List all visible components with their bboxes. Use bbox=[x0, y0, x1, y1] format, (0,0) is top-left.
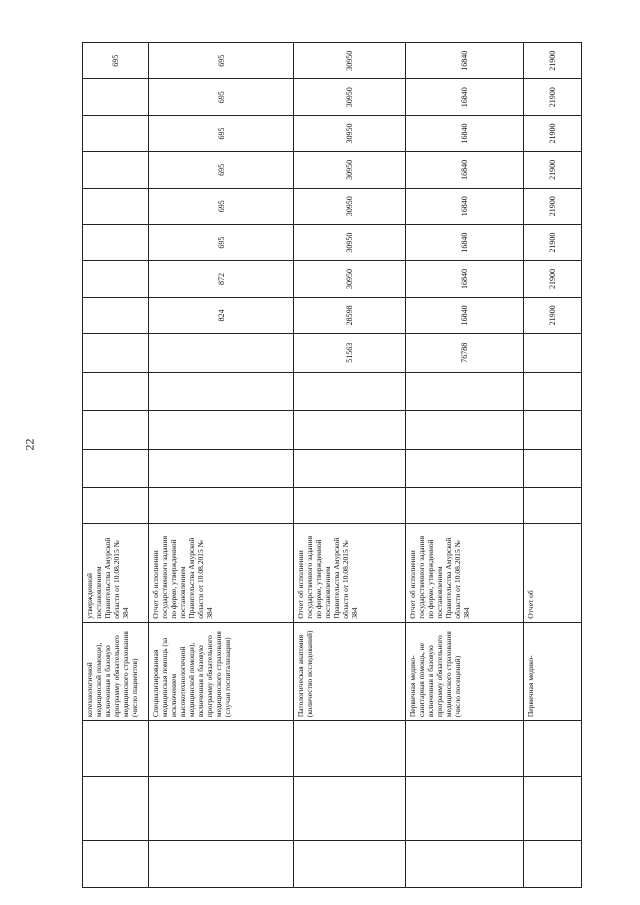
value-cell: 21900 bbox=[523, 152, 581, 188]
value-cell: 16840 bbox=[406, 188, 523, 224]
value-cell: 824 bbox=[149, 297, 294, 333]
value-cell: 695 bbox=[83, 43, 149, 80]
empty-cell bbox=[83, 488, 149, 524]
indicator-name-cell: Патологическая анатомия (количество исследований) bbox=[293, 622, 405, 720]
value-cell bbox=[83, 411, 149, 450]
indicator-name-cell: Первичная медико-санитарная помощь, не включенная в базовую программу обязательного медицинского страхования (число посещений) bbox=[406, 622, 523, 720]
empty-cell bbox=[293, 488, 405, 524]
empty-cell bbox=[149, 488, 294, 524]
value-cell bbox=[83, 372, 149, 411]
value-cell: 30950 bbox=[293, 188, 405, 224]
value-cell: 21900 bbox=[523, 79, 581, 115]
value-cell: 28598 bbox=[293, 297, 405, 333]
table-row bbox=[83, 43, 149, 888]
value-cell bbox=[523, 334, 581, 373]
value-cell: 16840 bbox=[406, 79, 523, 115]
value-cell bbox=[406, 372, 523, 411]
empty-cell bbox=[406, 840, 523, 887]
empty-cell bbox=[406, 776, 523, 840]
value-cell: 16840 bbox=[406, 43, 523, 80]
table-row bbox=[523, 43, 581, 888]
table-container bbox=[82, 42, 582, 888]
empty-cell bbox=[523, 776, 581, 840]
value-cell: 695 bbox=[149, 152, 294, 188]
table-row bbox=[406, 43, 523, 888]
value-cell bbox=[83, 334, 149, 373]
empty-cell bbox=[149, 776, 294, 840]
empty-cell bbox=[293, 840, 405, 887]
value-cell bbox=[83, 152, 149, 188]
empty-cell bbox=[406, 488, 523, 524]
value-cell bbox=[83, 224, 149, 260]
value-cell: 695 bbox=[149, 79, 294, 115]
value-cell: 695 bbox=[149, 188, 294, 224]
indicators-table bbox=[82, 42, 582, 888]
source-cell: Отчет об исполнении государственного задания по форме, утвержденной постановлением Правительства Амурской области от 10.08.2015 № 384 bbox=[293, 524, 405, 622]
empty-cell bbox=[149, 840, 294, 887]
value-cell: 30950 bbox=[293, 43, 405, 80]
value-cell: 21900 bbox=[523, 261, 581, 297]
value-cell bbox=[83, 449, 149, 488]
value-cell: 76788 bbox=[406, 334, 523, 373]
value-cell: 30950 bbox=[293, 152, 405, 188]
indicator-name-cell: котехнологичной медицинской помощи), включенная в базовую программу обязательного медицинского страхования (число пациентов) bbox=[83, 622, 149, 720]
value-cell: 695 bbox=[149, 115, 294, 151]
value-cell bbox=[293, 449, 405, 488]
empty-cell bbox=[293, 721, 405, 777]
value-cell: 21900 bbox=[523, 115, 581, 151]
value-cell: 51563 bbox=[293, 334, 405, 373]
table-row bbox=[149, 43, 294, 888]
rotated-page bbox=[82, 42, 582, 888]
value-cell bbox=[523, 449, 581, 488]
value-cell: 21900 bbox=[523, 188, 581, 224]
value-cell bbox=[293, 411, 405, 450]
value-cell: 695 bbox=[149, 43, 294, 80]
value-cell bbox=[83, 297, 149, 333]
empty-cell bbox=[149, 721, 294, 777]
empty-cell bbox=[523, 488, 581, 524]
value-cell bbox=[406, 411, 523, 450]
value-cell bbox=[293, 372, 405, 411]
value-cell bbox=[149, 449, 294, 488]
value-cell bbox=[406, 449, 523, 488]
value-cell: 16840 bbox=[406, 224, 523, 260]
value-cell: 21900 bbox=[523, 297, 581, 333]
value-cell: 21900 bbox=[523, 224, 581, 260]
source-cell: Отчет об bbox=[523, 524, 581, 622]
value-cell bbox=[149, 411, 294, 450]
empty-cell bbox=[83, 721, 149, 777]
empty-cell bbox=[293, 776, 405, 840]
value-cell: 21900 bbox=[523, 43, 581, 80]
source-cell: Отчет об исполнении государственного задания по форме, утвержденной постановлением Правительства Амурской области от 10.08.2015 № 384 bbox=[149, 524, 294, 622]
value-cell: 872 bbox=[149, 261, 294, 297]
empty-cell bbox=[523, 721, 581, 777]
value-cell bbox=[83, 188, 149, 224]
empty-cell bbox=[83, 776, 149, 840]
empty-cell bbox=[406, 721, 523, 777]
source-cell: утвержденной постановлением Правительства Амурской области от 10.08.2015 № 384 bbox=[83, 524, 149, 622]
value-cell: 30950 bbox=[293, 224, 405, 260]
value-cell: 16840 bbox=[406, 261, 523, 297]
value-cell: 30950 bbox=[293, 79, 405, 115]
empty-cell bbox=[83, 840, 149, 887]
value-cell bbox=[149, 372, 294, 411]
empty-cell bbox=[523, 840, 581, 887]
value-cell bbox=[83, 79, 149, 115]
value-cell: 30950 bbox=[293, 115, 405, 151]
value-cell bbox=[149, 334, 294, 373]
value-cell bbox=[83, 261, 149, 297]
table-row bbox=[293, 43, 405, 888]
value-cell: 30950 bbox=[293, 261, 405, 297]
indicator-name-cell: Первичная медико- bbox=[523, 622, 581, 720]
value-cell: 695 bbox=[149, 224, 294, 260]
source-cell: Отчет об исполнении государственного задания по форме, утвержденной постановлением Правительства Амурской области от 10.08.2015 № 384 bbox=[406, 524, 523, 622]
value-cell: 16840 bbox=[406, 115, 523, 151]
page-number: 22 bbox=[22, 438, 37, 451]
value-cell bbox=[523, 372, 581, 411]
value-cell: 16840 bbox=[406, 297, 523, 333]
value-cell bbox=[83, 115, 149, 151]
value-cell bbox=[523, 411, 581, 450]
indicator-name-cell: Специализированная медицинская помощь (за исключением высокотехнологичной медицинской помощи), включенная в базовую программу обязательного медицинского страхования (случаи госпитализации) bbox=[149, 622, 294, 720]
value-cell: 16840 bbox=[406, 152, 523, 188]
